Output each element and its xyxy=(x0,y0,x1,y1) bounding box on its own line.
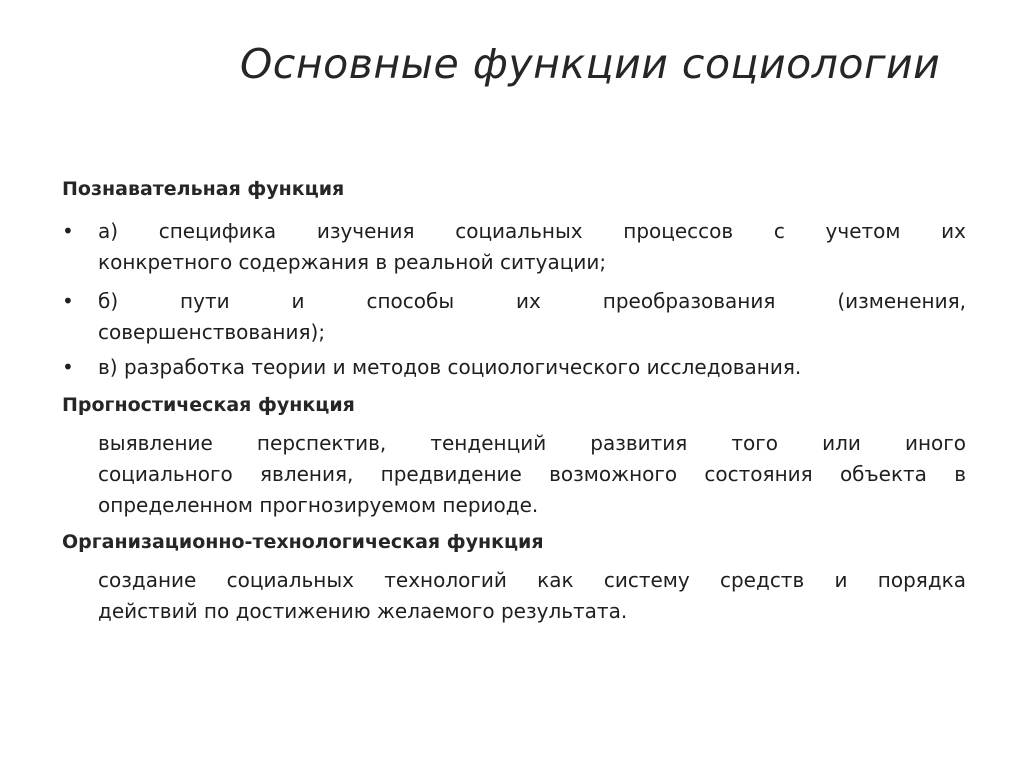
bullet-text xyxy=(98,286,966,348)
section-heading-prognostic: Прогностическая функция xyxy=(62,394,355,416)
bullet-item-c xyxy=(62,352,966,383)
slide-title: Основные функции социологии xyxy=(240,40,941,88)
bullet-text xyxy=(98,216,966,278)
bullet-text-line: б) пути и способы их преобразования (изменения, xyxy=(98,289,966,313)
bullet-text xyxy=(98,352,966,383)
paragraph-line: действий по достижению желаемого результата. xyxy=(98,599,628,623)
bullet-text-line: а) специфика изучения социальных процессов с учетом их xyxy=(98,219,966,243)
paragraph-line: выявление перспектив, тенденций развития того или иного xyxy=(98,431,966,455)
bullet-text-line: в) разработка теории и методов социологического исследования. xyxy=(98,355,802,379)
bullet-marker: • xyxy=(62,289,74,313)
paragraph-line: создание социальных технологий как систему средств и порядка xyxy=(98,568,966,592)
bullet-item-a xyxy=(62,216,966,278)
paragraph-line: социального явления, предвидение возможного состояния объекта в xyxy=(98,462,966,486)
bullet-item-b xyxy=(62,286,966,348)
section-heading-organizational: Организационно-технологическая функция xyxy=(62,531,544,553)
bullet-marker: • xyxy=(62,219,74,243)
bullet-text-line: совершенствования); xyxy=(98,320,326,344)
bullet-text-line: конкретного содержания в реальной ситуации; xyxy=(98,250,607,274)
section-heading-cognitive: Познавательная функция xyxy=(62,178,345,200)
bullet-marker: • xyxy=(62,355,74,379)
paragraph-line: определенном прогнозируемом периоде. xyxy=(98,493,539,517)
section-paragraph-prognostic xyxy=(98,428,966,521)
section-paragraph-organizational xyxy=(98,565,966,627)
